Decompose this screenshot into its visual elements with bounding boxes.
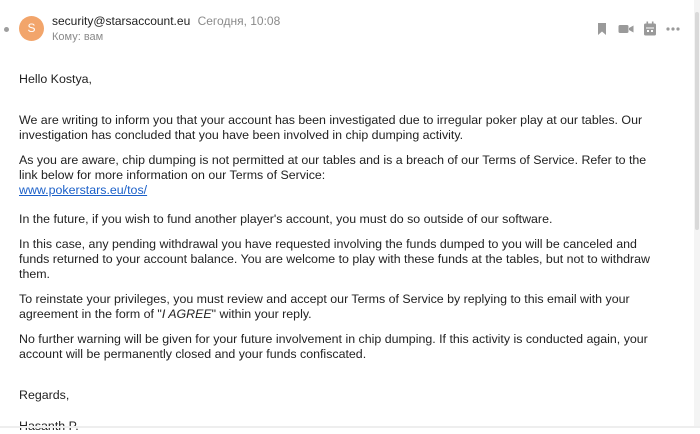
calendar-icon[interactable] — [643, 21, 657, 36]
reinstate-text-end: " within your reply. — [211, 307, 312, 321]
paragraph-future: In the future, if you wish to fund another player's account, you must do so outside of our software. — [19, 212, 553, 226]
scrollbar-thumb[interactable] — [695, 12, 699, 230]
regards: Regards, — [19, 388, 70, 402]
email-actions — [595, 21, 680, 36]
tos-link[interactable]: www.pokerstars.eu/tos/ — [19, 183, 148, 197]
bookmark-icon[interactable] — [595, 22, 609, 36]
email-date: Сегодня, 10:08 — [197, 14, 281, 28]
paragraph-withdrawal: In this case, any pending withdrawal you have requested involving the funds dumped to you will be canceled and funds returned to your account balance. You are welcome to play with these funds at the tables, but not to withdraw them. — [19, 237, 650, 281]
email-body — [19, 72, 664, 434]
greeting: Hello Kostya, — [19, 72, 93, 86]
unread-dot — [4, 27, 9, 32]
paragraph-reinstate — [19, 292, 664, 322]
paragraph-investigation: We are writing to inform you that your account has been investigated due to irregular poker play at our tables. Our investigation has concluded that you have been involved in chip dumping activity. — [19, 113, 643, 142]
video-icon[interactable] — [618, 22, 634, 36]
scrollbar-track[interactable] — [694, 0, 700, 428]
paragraph-warning: No further warning will be given for your future involvement in chip dumping. If this activity is conducted again, your account will be permanently closed and your funds confiscated. — [19, 332, 648, 361]
sender-address[interactable]: security@starsaccount.eu — [52, 14, 191, 28]
reinstate-text: To reinstate your privileges, you must review and accept our Terms of Service by replying to this email with your agreement in the form of " — [19, 292, 630, 321]
sender-line — [52, 14, 280, 28]
agree-phrase: I AGREE — [161, 307, 212, 321]
paragraph-chip-dumping: As you are aware, chip dumping is not permitted at our tables and is a breach of our Terms of Service. Refer to the link below for more information on our Terms of Service: — [19, 153, 647, 182]
recipient-line: Кому: вам — [52, 31, 104, 43]
more-icon[interactable] — [666, 22, 680, 36]
avatar: S — [19, 16, 44, 41]
